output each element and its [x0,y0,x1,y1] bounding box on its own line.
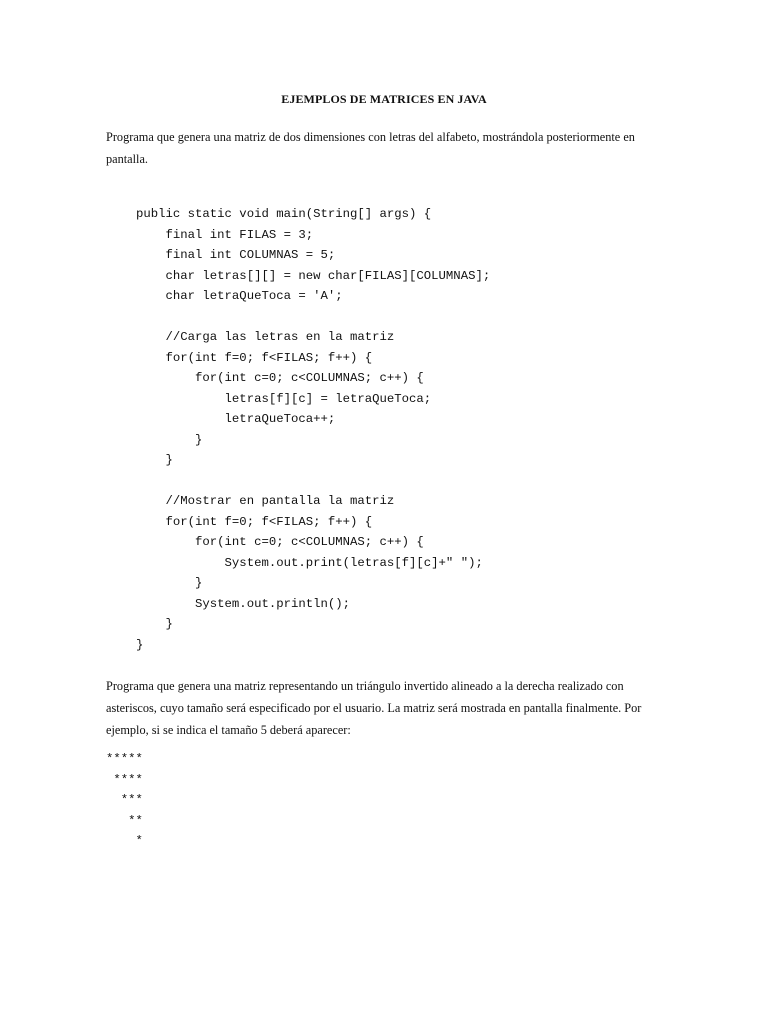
code-line: //Mostrar en pantalla la matriz [136,494,395,508]
code-line [136,471,490,492]
intro-paragraph: Programa que genera una matriz de dos dimensiones con letras del alfabeto, mostrándola posteriormente en pantalla. [106,130,635,166]
code-line: final int COLUMNAS = 5; [136,248,336,262]
code-line: char letraQueToca = 'A'; [136,289,343,303]
code-line: for(int c=0; c<COLUMNAS; c++) { [136,535,424,549]
code-line: } [136,453,173,467]
code-line: public static void main(String[] args) { [136,207,432,221]
code-line: for(int f=0; f<FILAS; f++) { [136,514,373,529]
triangle-paragraph: Programa que genera una matriz representando un triángulo invertido alineado a la derecha realizado con asteriscos, cuyo tamaño será especificado por el usuario. La matriz será mostrada en pantalla finalmente. Por ejemplo, si se indica el tamaño 5 deberá aparecer: [106,679,642,737]
code-block [136,204,490,655]
asterisk-line: *** [106,793,143,807]
code-line: final int FILAS = 3; [136,227,314,242]
code-line: for(int f=0; f<FILAS; f++) { [136,350,373,365]
code-line: } [136,576,203,590]
code-line: System.out.print(letras[f][c]+" "); [136,555,483,570]
code-line: letras[f][c] = letraQueToca; [136,391,432,406]
code-line [136,307,490,328]
code-line: } [136,617,173,631]
code-line: for(int c=0; c<COLUMNAS; c++) { [136,371,424,385]
asterisk-line: * [106,834,143,848]
code-line: letraQueToca++; [136,412,336,426]
code-line: } [136,637,144,652]
code-line: char letras[][] = new char[FILAS][COLUMNAS]; [136,268,491,283]
code-line: //Carga las letras en la matriz [136,330,395,344]
code-line: System.out.println(); [136,596,351,611]
document-title: EJEMPLOS DE MATRICES EN JAVA [281,92,487,106]
asterisk-line: ** [106,813,143,828]
asterisk-line: **** [106,772,143,787]
asterisk-line: ***** [106,752,143,766]
asterisk-triangle [106,749,143,852]
code-line: } [136,432,203,447]
